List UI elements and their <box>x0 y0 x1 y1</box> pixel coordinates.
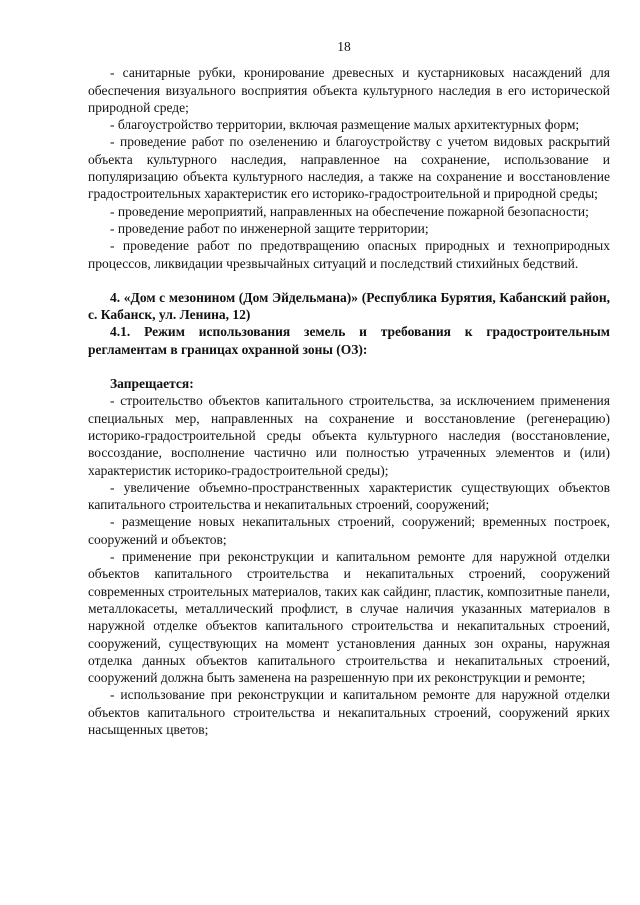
prohibited-list <box>88 392 610 738</box>
list-item: - санитарные рубки, кронирование древесных и кустарниковых насаждений для обеспечения визуального восприятия объекта культурного наследия в его исторической природной среде; <box>88 65 610 115</box>
list-item: - благоустройство территории, включая размещение малых архитектурных форм; <box>110 117 580 133</box>
list-item: - проведение мероприятий, направленных на обеспечение пожарной безопасности; <box>110 203 589 219</box>
list-item: - размещение новых некапитальных строений, сооружений; временных построек, сооружений и объектов; <box>88 514 610 547</box>
list-item: - увеличение объемно-пространственных характеристик существующих объектов капитального строительства и некапитальных строений, сооружений; <box>88 479 610 513</box>
page-number: 18 <box>337 39 351 54</box>
list-item: - проведение работ по предотвращению опасных природных и техноприродных процессов, ликвидации чрезвычайных ситуаций и последствий стихийных бедствий. <box>88 238 610 271</box>
prohibited-heading: Запрещается: <box>110 376 194 392</box>
list-item: - строительство объектов капитального строительства, за исключением применения специальных мер, направленных на сохранение и восстановление (регенерацию) историко-градостроительной среды объекта культурного наследия (восстановление, воссоздание, восполнение частично или полностью утраченных элементов и (или) характеристик историко-градостроительной среды); <box>88 393 610 478</box>
section-heading: 4. «Дом с мезонином (Дом Эйдельмана)» (Республика Бурятия, Кабанский район, с. Кабанск, ул. Ленина, 12) <box>88 289 610 323</box>
list-item: - применение при реконструкции и капитальном ремонте для наружной отделки объектов капитального строительства и некапитальных строений, сооружений современных строительных материалов, таких как сайдинг, пластик, композитные панели, металлокасеты, металлический профлист, в случае наличия указанных материалов в наружной отделке объектов капитального строительства и некапитальных строений, сооружений, существующих на момент установления данных зон охраны, наружная отделка данных объектов капитального строительства и некапитальных строений, сооружений должна быть заменена на разрешенную при их реконструкции и ремонте; <box>88 549 610 686</box>
list-item: - использование при реконструкции и капитальном ремонте для наружной отделки объектов капитального строительства и некапитальных строений, сооружений ярких насыщенных цветов; <box>88 687 610 737</box>
list-item: - проведение работ по озеленению и благоустройству с учетом видовых раскрытий объекта культурного наследия, направленное на сохранение, использование и популяризацию объекта культурного наследия, а также на сохранение и восстановление градостроительных характеристик его историко-градостроительной и природной среды; <box>88 134 610 202</box>
list-item: - проведение работ по инженерной защите территории; <box>110 220 429 236</box>
allowed-works-list <box>88 64 610 272</box>
subsection-heading: 4.1. Режим использования земель и требования к градостроительным регламентам в границах охранной зоны (ОЗ): <box>88 324 610 357</box>
